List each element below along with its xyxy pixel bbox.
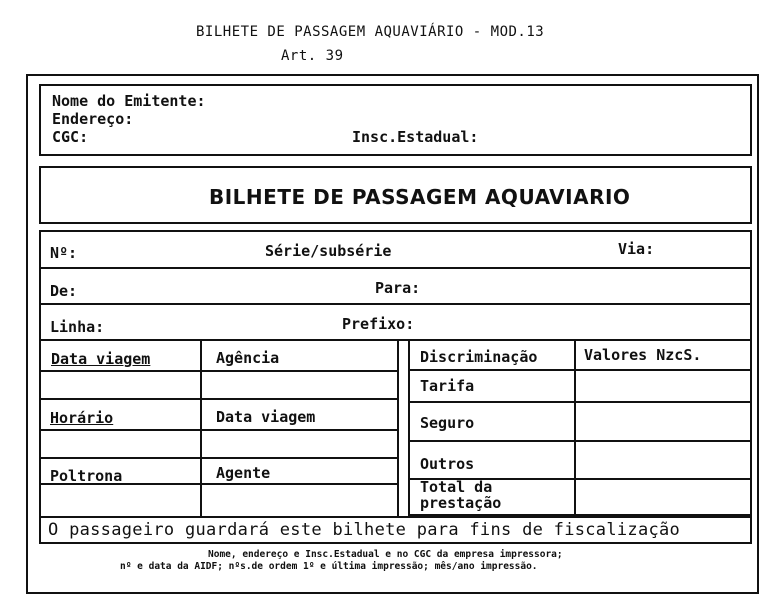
to-label: Para: bbox=[375, 279, 421, 297]
grid-divider bbox=[408, 401, 752, 403]
emitter-cgc-label: CGC: bbox=[52, 128, 89, 146]
values-header: Valores NzcS. bbox=[584, 346, 702, 364]
grid-divider bbox=[39, 398, 397, 400]
row-divider bbox=[39, 267, 752, 269]
seat-label: Poltrona bbox=[50, 467, 123, 485]
trip-date-label-2: Data viagem bbox=[216, 408, 316, 426]
grid-divider bbox=[39, 370, 397, 372]
from-label: De: bbox=[50, 282, 78, 300]
time-label: Horário bbox=[50, 409, 114, 427]
ticket-title: BILHETE DE PASSAGEM AQUAVIARIO bbox=[209, 185, 631, 209]
via-label: Via: bbox=[618, 240, 655, 258]
emitter-name-label: Nome do Emitente: bbox=[52, 92, 206, 110]
printer-info-line1: Nome, endereço e Insc.Estadual e no CGC da empresa impressora; bbox=[208, 549, 563, 560]
emitter-state-registration-label: Insc.Estadual: bbox=[352, 128, 479, 146]
grid-divider bbox=[39, 457, 397, 459]
insurance-label: Seguro bbox=[420, 414, 475, 432]
series-subseries-label: Série/subsérie bbox=[265, 242, 392, 260]
total-label-line2: prestação bbox=[420, 494, 502, 512]
emitter-address-label: Endereço: bbox=[52, 110, 134, 128]
grid-divider bbox=[200, 339, 202, 516]
grid-divider bbox=[397, 339, 399, 516]
document-article: Art. 39 bbox=[281, 48, 344, 64]
grid-divider bbox=[408, 369, 752, 371]
others-label: Outros bbox=[420, 455, 475, 473]
prefix-label: Prefixo: bbox=[342, 315, 415, 333]
row-divider bbox=[39, 516, 752, 518]
agency-label: Agência bbox=[216, 349, 280, 367]
line-label: Linha: bbox=[50, 318, 105, 336]
fare-label: Tarifa bbox=[420, 377, 475, 395]
grid-divider bbox=[39, 429, 397, 431]
trip-date-label: Data viagem bbox=[51, 350, 151, 368]
printer-info-line2: nº e data da AIDF; nºs.de ordem 1º e última impressão; mês/ano impressão. bbox=[120, 561, 538, 572]
agent-label: Agente bbox=[216, 464, 271, 482]
description-header: Discriminação bbox=[420, 348, 538, 366]
grid-divider bbox=[408, 440, 752, 442]
grid-divider bbox=[574, 339, 576, 516]
passenger-notice: O passageiro guardará este bilhete para fins de fiscalização bbox=[48, 520, 681, 540]
row-divider bbox=[39, 303, 752, 305]
total-label-line1: Total da bbox=[420, 478, 493, 496]
document-header-title: BILHETE DE PASSAGEM AQUAVIÁRIO - MOD.13 bbox=[196, 24, 545, 40]
number-label: Nº: bbox=[50, 244, 78, 262]
